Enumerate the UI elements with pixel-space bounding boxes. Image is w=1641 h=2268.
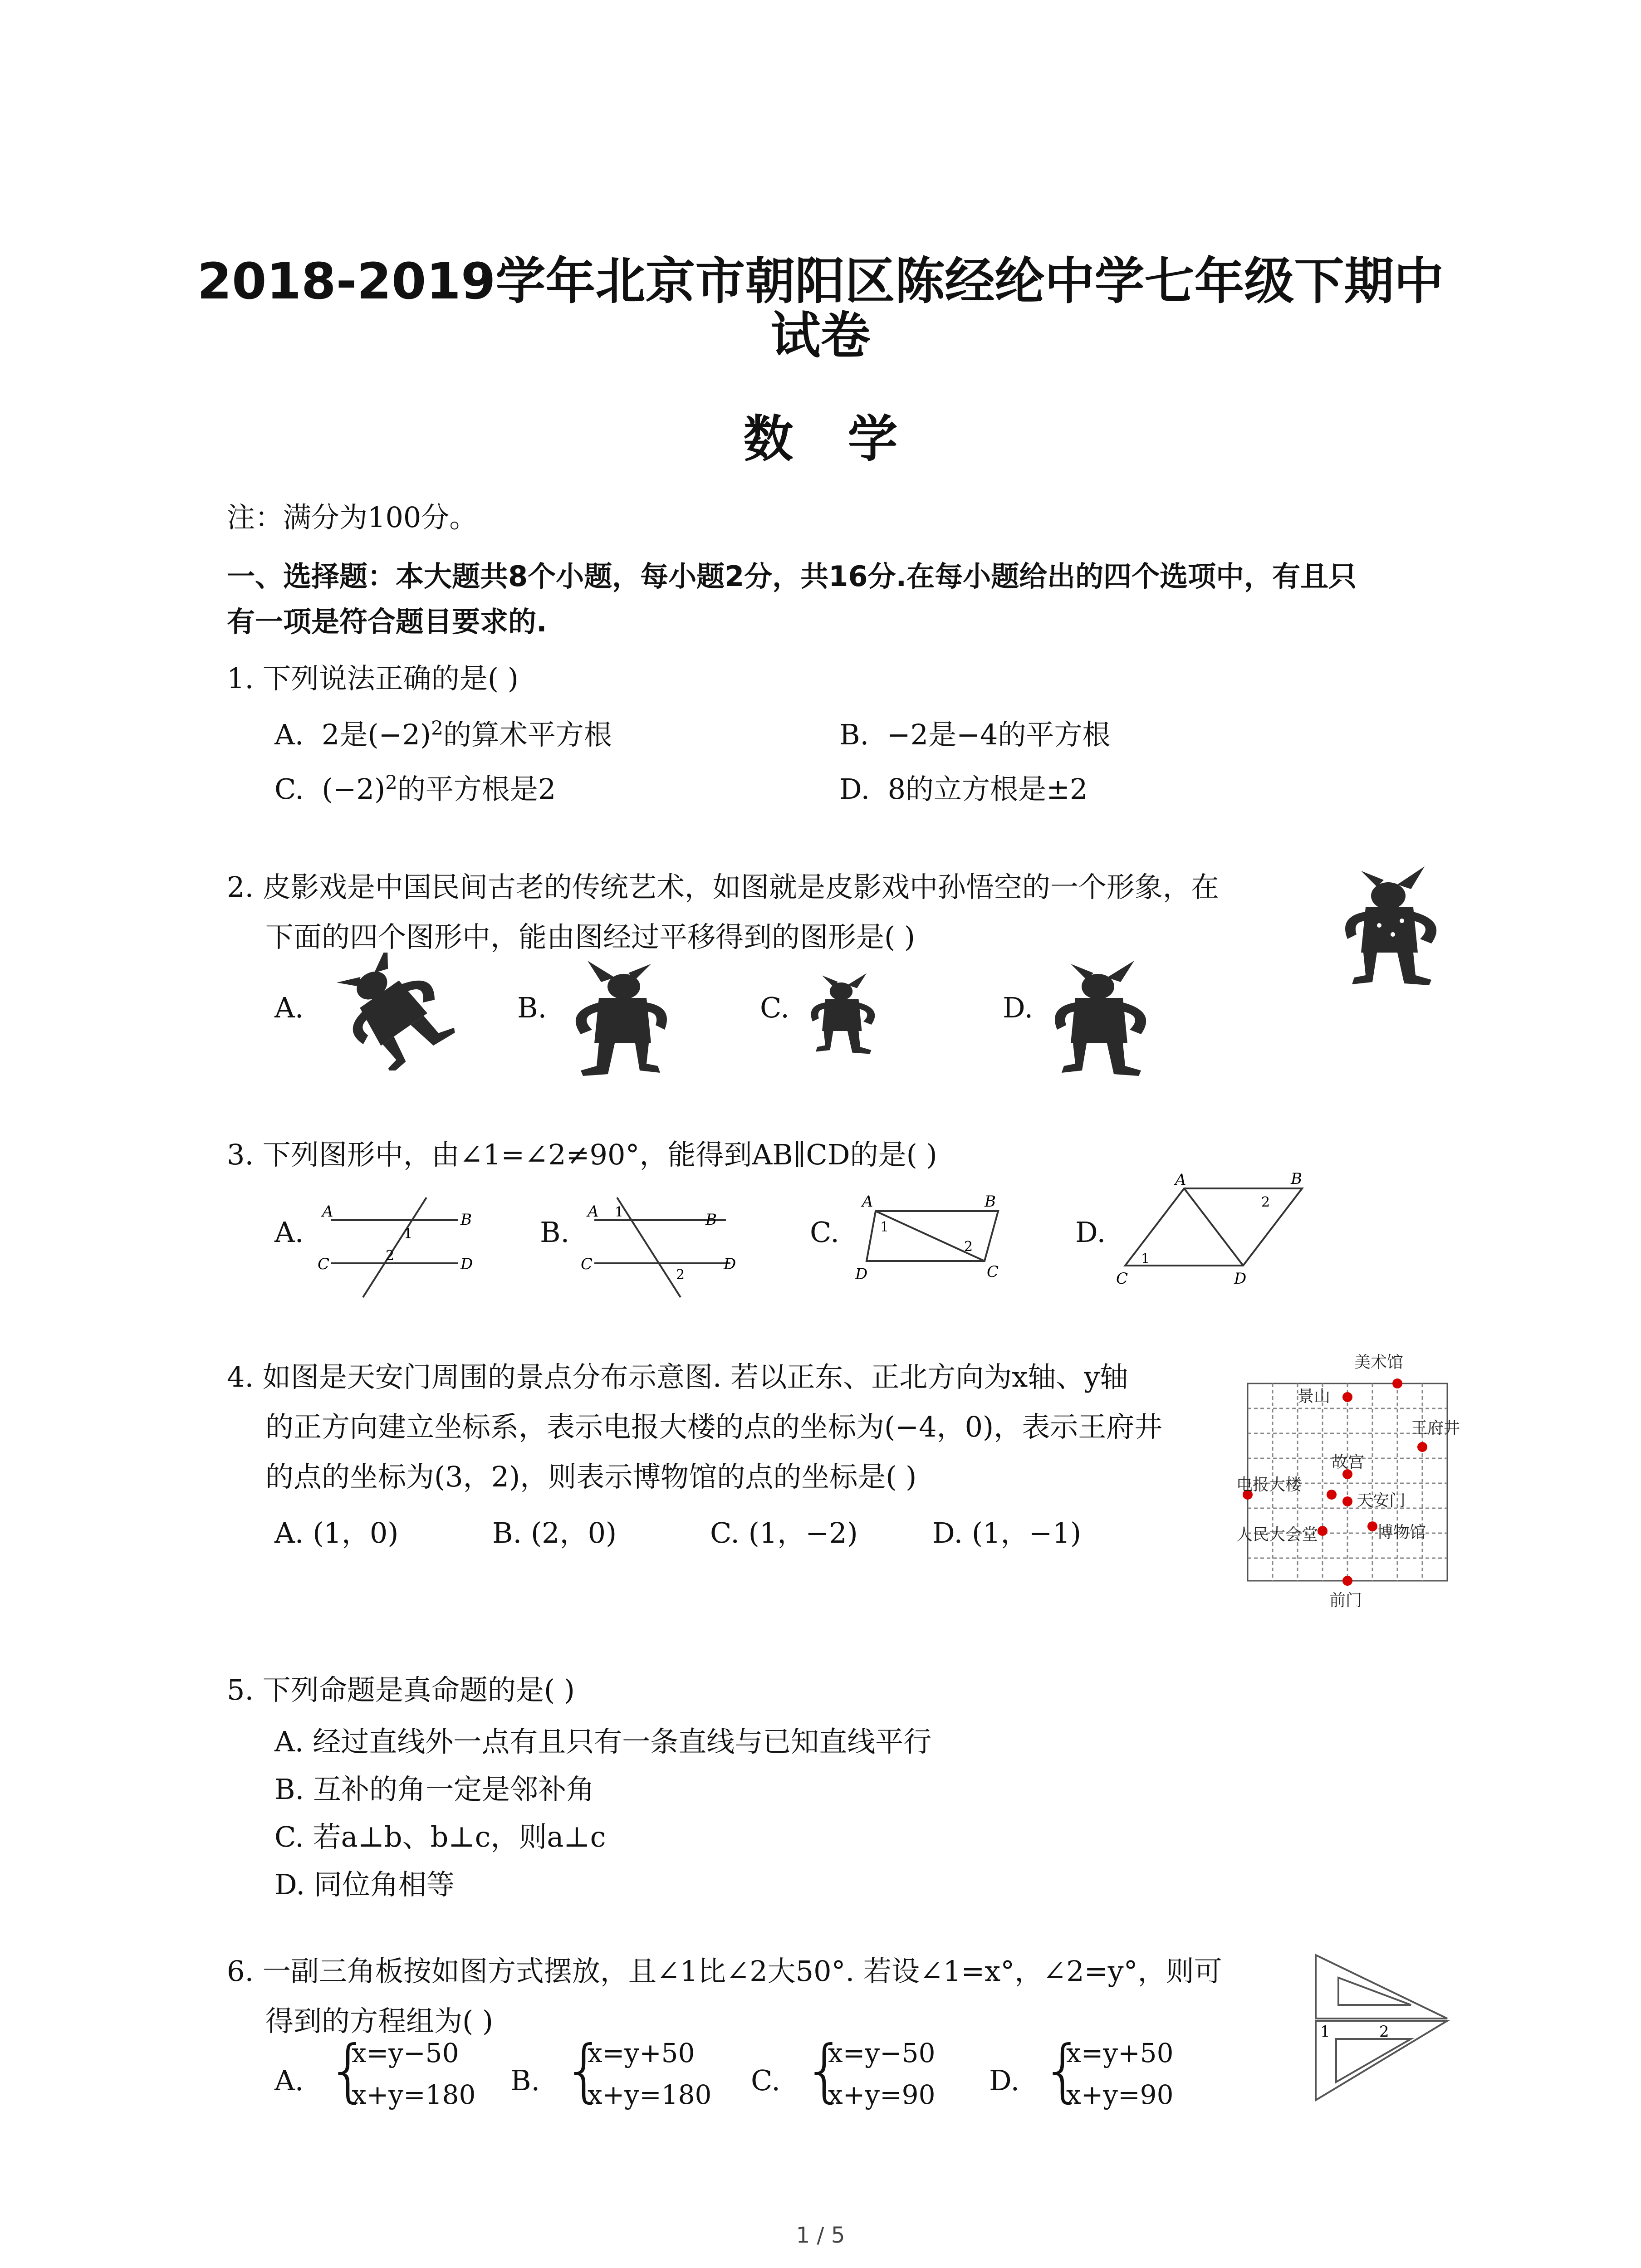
q2-option-c-label: C. [760,991,789,1024]
svg-text:C: C [581,1255,593,1273]
svg-text:A: A [1175,1171,1186,1189]
svg-text:故宫: 故宫 [1332,1453,1365,1471]
section-header-line1: 一、选择题：本大题共8个小题，每小题2分，共16分.在每小题给出的四个选项中，有且只 [227,560,1357,593]
svg-text:B: B [460,1211,472,1229]
svg-text:A: A [322,1202,333,1221]
q1-stem: 1. 下列说法正确的是( ) [227,662,519,695]
q3-figure-d [1112,1170,1320,1306]
svg-text:1: 1 [615,1204,624,1220]
q3-option-b-label: B. [540,1216,570,1249]
puppet-option-c-figure [803,971,885,1061]
q6-option-b-label: B. [510,2064,540,2097]
q2-stem-line1: 2. 皮影戏是中国民间古老的传统艺术，如图就是皮影戏中孙悟空的一个形象，在 [227,870,1219,904]
q2-option-b-label: B. [517,991,547,1024]
q5-option-c: C. 若a⊥b、b⊥c，则a⊥c [274,1820,606,1853]
subject-title: 数学 [743,410,952,468]
svg-text:A: A [862,1193,873,1211]
q2-option-a-label: A. [274,991,304,1024]
svg-text:美术馆: 美术馆 [1354,1353,1404,1372]
svg-text:B: B [705,1211,717,1229]
triangle-rulers-figure [1302,1946,1456,2114]
svg-text:前门: 前门 [1329,1591,1362,1610]
svg-text:1: 1 [404,1226,413,1242]
svg-text:2: 2 [1261,1194,1270,1210]
puppet-option-a-figure [313,953,467,1070]
page-number: 1 / 5 [796,2223,845,2248]
svg-text:2: 2 [1379,2023,1389,2041]
q6-option-a-label: A. [274,2064,304,2097]
q6-option-c-label: C. [751,2064,780,2097]
q3-figure-a [313,1188,485,1306]
q4-option-c: C. (1，−2) [710,1516,858,1549]
q2-option-d-label: D. [1003,991,1034,1024]
puppet-reference-figure [1334,862,1452,993]
q5-option-a: A. 经过直线外一点有且只有一条直线与已知直线平行 [274,1725,932,1758]
exam-title-line1: 2018-2019学年北京市朝阳区陈经纶中学七年级下期中 [197,252,1444,310]
q3-figure-b [576,1188,749,1306]
svg-text:D: D [855,1265,868,1283]
q6-option-d-label: D. [989,2064,1020,2097]
q1-option-b: B. −2是−4的平方根 [839,718,1111,751]
tiananmen-map [1234,1343,1461,1624]
svg-text:2: 2 [386,1248,395,1264]
section-header-line2: 有一项是符合题目要求的. [227,605,547,638]
q6-stem-line2: 得到的方程组为( ) [265,2004,494,2038]
svg-text:C: C [1116,1270,1128,1288]
q3-option-d-label: D. [1075,1216,1106,1249]
score-note: 注：满分为100分。 [227,501,478,534]
svg-text:C: C [987,1263,999,1281]
svg-text:1: 1 [880,1219,889,1235]
svg-text:2: 2 [676,1267,685,1283]
q5-option-b: B. 互补的角一定是邻补角 [274,1773,594,1806]
q1-option-d: D. 8的立方根是±2 [839,772,1088,806]
svg-text:D: D [724,1255,736,1273]
exam-title-line2: 试卷 [770,307,871,365]
q3-figure-c [848,1184,1021,1302]
svg-text:1: 1 [1320,2023,1330,2041]
q4-stem-line3: 的点的坐标为(3，2)，则表示博物馆的点的坐标是( ) [265,1460,917,1493]
svg-text:D: D [1234,1270,1247,1288]
svg-text:景山: 景山 [1298,1387,1331,1406]
q5-option-d: D. 同位角相等 [274,1868,455,1901]
q4-option-b: B. (2，0) [492,1516,617,1549]
puppet-option-b-figure [560,957,678,1080]
svg-text:天安门: 天安门 [1357,1491,1406,1510]
q2-stem-line2: 下面的四个图形中，能由图经过平移得到的图形是( ) [265,920,916,953]
q4-stem-line1: 4. 如图是天安门周围的景点分布示意图. 若以正东、正北方向为x轴、y轴 [227,1360,1128,1393]
q1-option-c: C. $(-2)^2$的平方根是2 [274,771,556,806]
svg-text:人民大会堂: 人民大会堂 [1236,1525,1318,1544]
svg-text:1: 1 [1141,1251,1150,1267]
svg-text:D: D [460,1255,473,1273]
q1-option-a: A. 2是$(-2)^2$的算术平方根 [274,717,612,751]
svg-text:电报大楼: 电报大楼 [1236,1476,1302,1494]
q5-stem: 5. 下列命题是真命题的是( ) [227,1673,575,1706]
q4-stem-line2: 的正方向建立坐标系，表示电报大楼的点的坐标为(−4，0)，表示王府井 [265,1410,1163,1443]
svg-text:博物馆: 博物馆 [1377,1523,1426,1542]
svg-text:2: 2 [964,1239,973,1255]
q3-stem: 3. 下列图形中，由∠1=∠2≠90°，能得到AB∥CD的是( ) [227,1138,937,1171]
q3-option-c-label: C. [810,1216,839,1249]
svg-text:B: B [985,1193,996,1211]
svg-text:A: A [588,1202,599,1221]
q6-stem-line1: 6. 一副三角板按如图方式摆放，且∠1比∠2大50°. 若设∠1=x°，∠2=y°，则可 [227,1955,1222,1988]
svg-text:王府井: 王府井 [1411,1419,1460,1437]
q4-option-a: A. (1，0) [274,1516,399,1549]
puppet-option-d-figure [1043,957,1161,1080]
q4-option-d: D. (1，−1) [932,1516,1082,1549]
q3-option-a-label: A. [274,1216,304,1249]
svg-text:B: B [1291,1170,1302,1188]
svg-text:C: C [318,1255,330,1273]
